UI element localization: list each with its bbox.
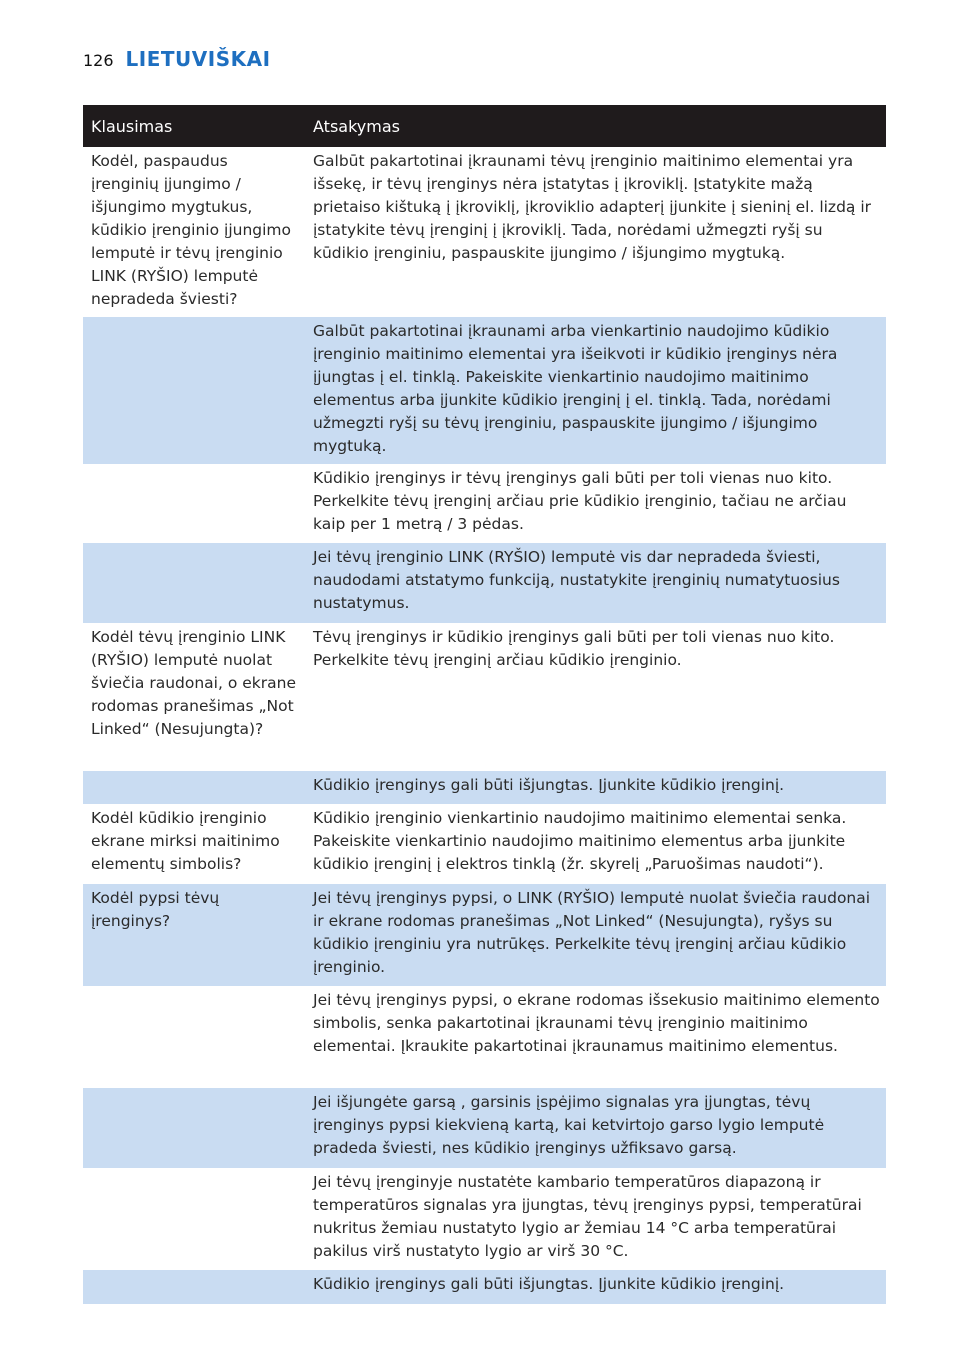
question-cell: [83, 464, 305, 543]
table-row: [83, 1168, 886, 1270]
table-header-row: [83, 105, 886, 147]
question-cell: [83, 986, 305, 1088]
answer-cell: Jei išjungėte garsą , garsinis įspėjimo signalas yra įjungtas, tėvų įrenginys pypsi kiekvieną kartą, kai ketvirtojo garso lygio lemputė pradeda šviesti, nes kūdikio įrenginys užfiksavo garsą.: [305, 1088, 886, 1168]
question-cell: [83, 1270, 305, 1304]
answer-cell: Kūdikio įrenginio vienkartinio naudojimo maitinimo elementai senka. Pakeiskite vienkartinio naudojimo maitinimo elementus arba įjunkite kūdikio įrenginį į elektros tinklą (žr. skyrelį „Paruošimas naudoti“).: [313, 809, 847, 873]
answer-cell: Tėvų įrenginys ir kūdikio įrenginys gali būti per toli vienas nuo kito. Perkelkite tėvų įrenginį arčiau kūdikio įrenginio.: [313, 628, 835, 669]
column-header-question: Klausimas: [83, 105, 305, 147]
table-row: [83, 623, 886, 771]
question-cell: [83, 317, 305, 464]
question-cell: [83, 1088, 305, 1168]
section-title: LIETUVIŠKAI: [125, 47, 271, 71]
answer-cell: Jei tėvų įrenginys pypsi, o ekrane rodomas išsekusio maitinimo elemento simbolis, senka pakartotinai įkraunami tėvų įrenginio maitinimo elementai. Įkraukite pakartotinai įkraunamus maitinimo elementus.: [313, 991, 880, 1055]
answer-cell: Kūdikio įrenginys gali būti išjungtas. Įjunkite kūdikio įrenginį.: [305, 771, 886, 804]
table-row: [83, 804, 886, 884]
column-header-answer: Atsakymas: [305, 105, 886, 147]
table-row: [83, 771, 886, 804]
table-row: [83, 464, 886, 543]
answer-cell: Jei tėvų įrenginys pypsi, o LINK (RYŠIO) lemputė nuolat šviečia raudonai ir ekrane rodomas pranešimas „Not Linked“ (Nesujungta), ryšys su kūdikio įrenginiu yra nutrūkęs. Perkelkite tėvų įrenginį arčiau kūdikio įrenginio.: [305, 884, 886, 986]
question-cell: [83, 771, 305, 804]
table-row: [83, 986, 886, 1088]
answer-cell: Galbūt pakartotinai įkraunami tėvų įrenginio maitinimo elementai yra išsekę, ir tėvų įrenginys nėra įstatytas į įkroviklį. Įstatykite mažą prietaiso kištuką į įkroviklį, įkroviklio adapterį įjunkite į sieninį el. lizdą ir įstatykite tėvų įrenginį į įkroviklį. Tada, norėdami užmegzti ryšį su kūdikio įrenginiu, paspauskite įjungimo / išjungimo mygtuką.: [313, 152, 872, 262]
answer-cell: Jei tėvų įrenginyje nustatėte kambario temperatūros diapazoną ir temperatūros signalas yra įjungtas, tėvų įrenginys pypsi, temperatūrai nukritus žemiau nustatyto lygio ar žemiau 14 °C arba temperatūrai pakilus virš nustatyto lygio ar virš 30 °C.: [313, 1173, 862, 1260]
page-number: 126: [83, 51, 114, 70]
table-row: [83, 543, 886, 623]
faq-table: [83, 105, 886, 1304]
table-row: [83, 1088, 886, 1168]
question-cell: [83, 543, 305, 623]
question-cell: [83, 1168, 305, 1270]
answer-cell: Kūdikio įrenginys gali būti išjungtas. Įjunkite kūdikio įrenginį.: [305, 1270, 886, 1304]
table-row: [83, 147, 886, 317]
question-cell: Kodėl tėvų įrenginio LINK (RYŠIO) lemputė nuolat šviečia raudonai, o ekrane rodomas pranešimas „Not Linked“ (Nesujungta)?: [91, 628, 296, 738]
question-cell: Kodėl pypsi tėvų įrenginys?: [83, 884, 305, 986]
question-cell: Kodėl, paspaudus įrenginių įjungimo / išjungimo mygtukus, kūdikio įrenginio įjungimo lemputė ir tėvų įrenginio LINK (RYŠIO) lemputė nepradeda šviesti?: [91, 152, 292, 308]
page-header: [83, 47, 271, 75]
question-cell: Kodėl kūdikio įrenginio ekrane mirksi maitinimo elementų simbolis?: [91, 809, 280, 873]
answer-cell: Jei tėvų įrenginio LINK (RYŠIO) lemputė vis dar nepradeda šviesti, naudodami atstatymo funkciją, nustatykite įrenginių numatytuosius nustatymus.: [305, 543, 886, 623]
table-row: [83, 317, 886, 464]
answer-cell: Galbūt pakartotinai įkraunami arba vienkartinio naudojimo kūdikio įrenginio maitinimo elementai yra išeikvoti ir kūdikio įrenginys nėra įjungtas į el. tinklą. Pakeiskite vienkartinio naudojimo maitinimo elementus arba įjunkite kūdikio įrenginį į el. tinklą. Tada, norėdami užmegzti ryšį su tėvų įrenginiu, paspauskite įjungimo / išjungimo mygtuką.: [305, 317, 886, 464]
table-row: [83, 884, 886, 986]
answer-cell: Kūdikio įrenginys ir tėvų įrenginys gali būti per toli vienas nuo kito. Perkelkite tėvų įrenginį arčiau prie kūdikio įrenginio, tačiau ne arčiau kaip per 1 metrą / 3 pėdas.: [313, 469, 847, 533]
table-row: [83, 1270, 886, 1304]
